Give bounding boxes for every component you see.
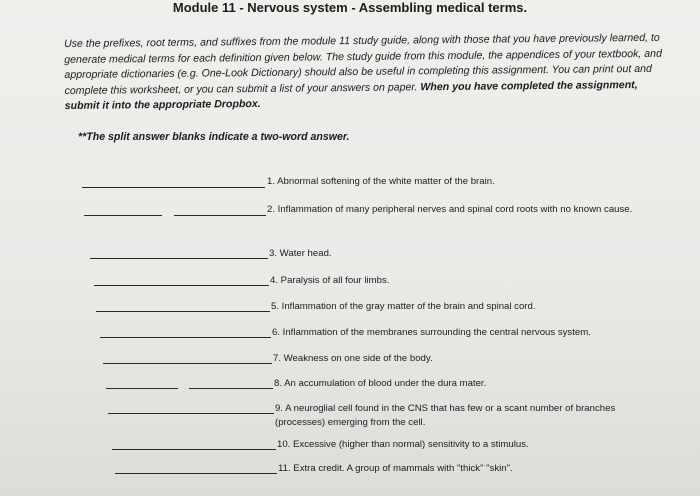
page-title: Module 11 - Nervous system - Assembling medical terms. — [172, 0, 528, 15]
question-2: 2. Inflammation of many peripheral nerves and spinal cord roots with no known cause. — [267, 204, 633, 215]
question-9: 9. A neuroglial cell found in the CNS that has few or a scant number of branches (processes) emerging from the cell. — [275, 403, 616, 428]
answer-blank[interactable] — [115, 473, 277, 474]
answer-blank-word-2[interactable] — [189, 388, 273, 389]
split-blank-note: **The split answer blanks indicate a two-word answer. — [78, 131, 350, 143]
answer-blank-word-1[interactable] — [84, 215, 162, 216]
answer-blank-word-1[interactable] — [106, 388, 178, 389]
question-11: 11. Extra credit. A group of mammals with "thick" "skin". — [278, 463, 513, 474]
answer-blank-word-2[interactable] — [174, 215, 266, 216]
instructions-submit-text: When you have completed the assignment, submit it into the appropriate Dropbox. — [64, 78, 638, 113]
question-8: 8. An accumulation of blood under the dura mater. — [274, 378, 487, 389]
answer-blank[interactable] — [82, 187, 265, 188]
question-5: 5. Inflammation of the gray matter of the brain and spinal cord. — [271, 301, 536, 312]
instructions — [64, 31, 665, 115]
answer-blank[interactable] — [90, 258, 268, 259]
question-7: 7. Weakness on one side of the body. — [273, 353, 433, 364]
question-10: 10. Excessive (higher than normal) sensitivity to a stimulus. — [277, 439, 529, 450]
answer-blank[interactable] — [96, 311, 270, 312]
answer-blank[interactable] — [94, 285, 269, 286]
answer-blank[interactable] — [112, 449, 276, 450]
question-6: 6. Inflammation of the membranes surrounding the central nervous system. — [272, 327, 591, 338]
question-3: 3. Water head. — [269, 248, 332, 259]
instructions-text: Use the prefixes, root terms, and suffixes from the module 11 study guide, along with those that you have previously learned, to generate medical terms for each definition given below. The study guide from this module, the appendices of your textbook, and appropriate dictionaries (e.g. One-Look Dictionary) should also be useful in completing this assignment. You can print out and complete this worksheet, or you can submit a list of your answers on paper. — [64, 31, 663, 97]
answer-blank[interactable] — [100, 337, 271, 338]
question-1: 1. Abnormal softening of the white matter of the brain. — [267, 176, 495, 187]
answer-blank[interactable] — [103, 363, 272, 364]
question-4: 4. Paralysis of all four limbs. — [270, 275, 390, 286]
answer-blank[interactable] — [108, 413, 274, 414]
